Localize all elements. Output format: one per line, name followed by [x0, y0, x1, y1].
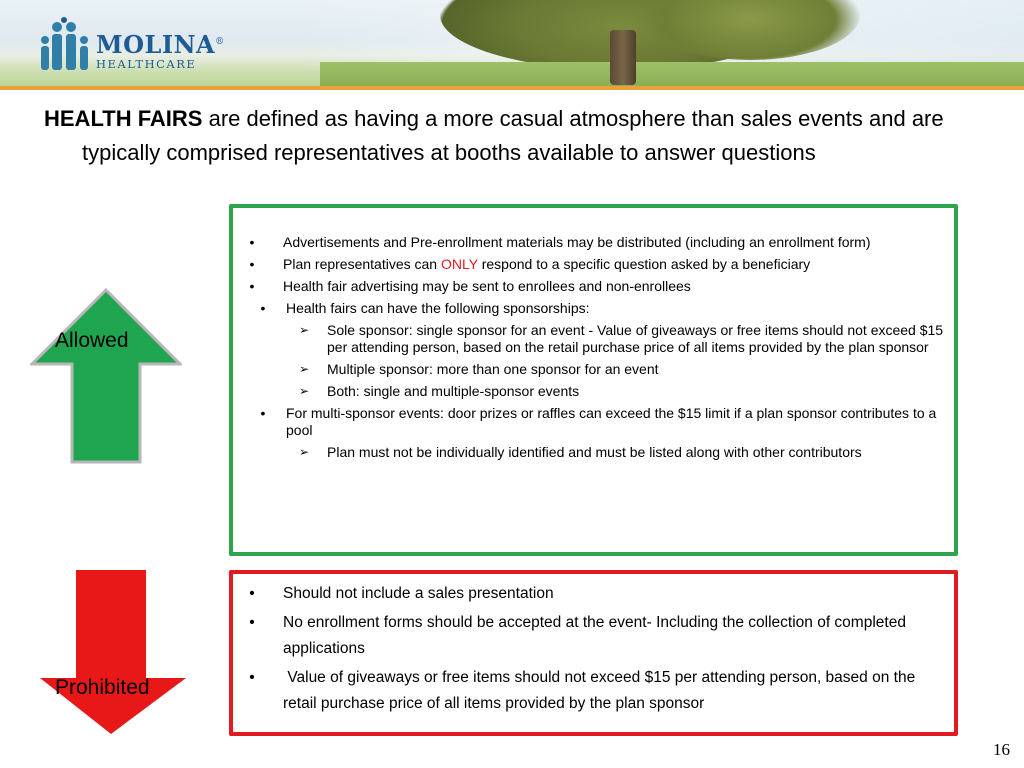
prohibited-box	[229, 570, 958, 736]
list-item	[241, 665, 951, 717]
title-text: are defined as having a more casual atmosphere than sales events and are typically comprised representatives at booths available to answer questions	[82, 106, 944, 165]
allowed-box	[229, 204, 958, 556]
emphasis-only: ONLY	[440, 256, 478, 272]
list-item-text: Health fair advertising may be sent to enrollees and non-enrollees	[283, 278, 691, 294]
sub-list-item	[241, 361, 951, 378]
list-item	[241, 256, 951, 273]
list-item-text: respond to a specific question asked by a beneficiary	[477, 256, 811, 272]
logo-subtitle: HEALTHCARE	[96, 57, 197, 71]
bullet-icon: •	[249, 585, 255, 602]
sub-list-item	[241, 383, 951, 400]
bullet-icon: •	[260, 405, 266, 421]
bullet-icon: •	[249, 256, 255, 272]
list-item-text: Health fairs can have the following sponsorships:	[286, 300, 590, 316]
arrow-bullet-icon: ➢	[299, 445, 310, 459]
list-item-text: Multiple sponsor: more than one sponsor for an event	[327, 361, 659, 377]
bullet-icon: •	[249, 614, 255, 631]
sub-list-item	[241, 444, 951, 461]
list-item-text: Should not include a sales presentation	[283, 585, 554, 602]
list-item-text: Plan must not be individually identified and must be listed along with other contributors	[327, 444, 862, 460]
page-number: 16	[993, 740, 1010, 759]
allowed-up-arrow-icon	[30, 288, 182, 464]
title-keyword: HEALTH FAIRS	[44, 106, 203, 131]
header-banner	[0, 0, 1024, 90]
list-item-text: Both: single and multiple-sponsor events	[327, 383, 580, 399]
allowed-label: Allowed	[55, 329, 129, 352]
list-item-text: Advertisements and Pre-enrollment materials may be distributed (including an enrollment form)	[283, 234, 871, 250]
list-item	[241, 234, 951, 251]
list-item-text: Sole sponsor: single sponsor for an event - Value of giveaways or free items should not exceed $15 per attending person, based on the retail purchase price of all items provided by the plan sponsor	[327, 322, 944, 355]
slide-title	[44, 102, 1004, 170]
arrow-bullet-icon: ➢	[299, 362, 310, 376]
tree-trunk	[610, 30, 636, 85]
molina-logo	[34, 14, 224, 72]
list-item	[241, 405, 951, 439]
list-item-text: No enrollment forms should be accepted at the event- Including the collection of completed applications	[283, 614, 906, 657]
list-item-text: Value of giveaways or free items should not exceed $15 per attending person, based on the retail purchase price of all items provided by the plan sponsor	[283, 669, 920, 712]
logo-wordmark: MOLINA®	[96, 30, 225, 59]
list-item	[241, 581, 951, 607]
arrow-bullet-icon: ➢	[299, 323, 310, 337]
prohibited-label: Prohibited	[55, 676, 150, 699]
list-item-text: For multi-sponsor events: door prizes or raffles can exceed the $15 limit if a plan sponsor contributes to a pool	[286, 405, 937, 438]
list-item-text: Plan representatives can	[283, 256, 441, 272]
bullet-icon: •	[260, 300, 266, 316]
list-item	[241, 610, 951, 662]
prohibited-down-arrow-icon	[38, 570, 188, 736]
list-item	[241, 300, 951, 317]
allowed-list	[241, 234, 951, 466]
banner-divider	[0, 86, 1024, 90]
bullet-icon: •	[249, 278, 255, 294]
bullet-icon: •	[249, 234, 255, 250]
sub-list-item	[241, 322, 951, 356]
bullet-icon: •	[249, 669, 255, 686]
people-logo-icon	[36, 14, 94, 72]
prohibited-list	[241, 581, 951, 720]
arrow-bullet-icon: ➢	[299, 384, 310, 398]
list-item	[241, 278, 951, 295]
